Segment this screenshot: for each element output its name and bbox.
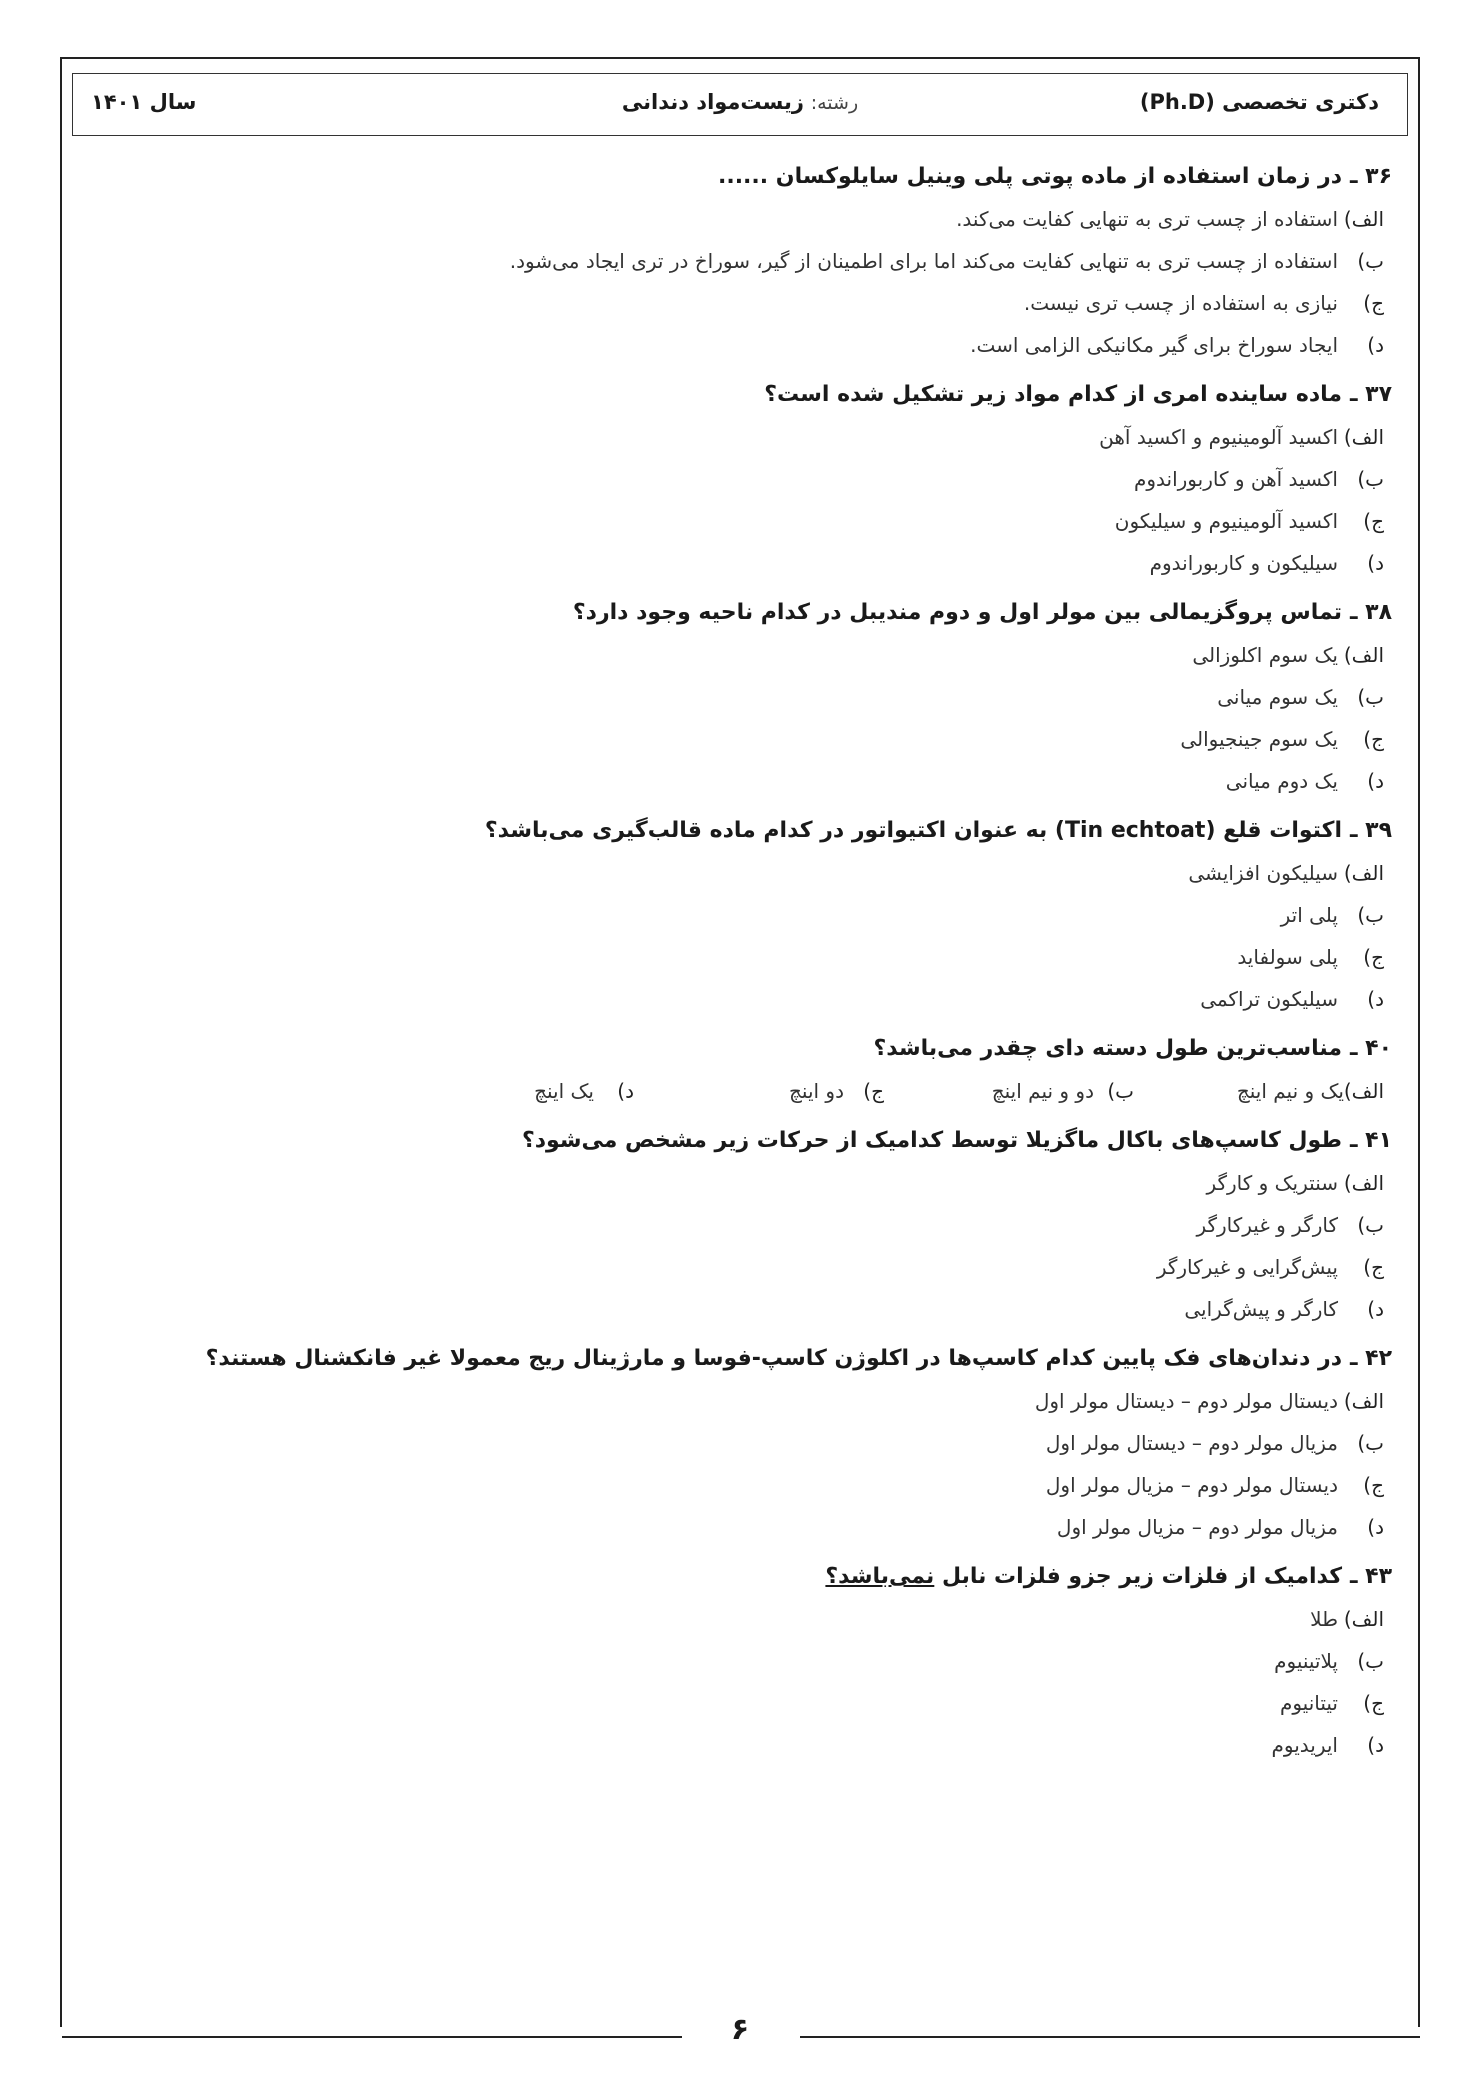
question-text: ۴۲ ـدر دندان‌های فک پایین کدام کاسپ‌ها در اکلوژن کاسپ-فوسا و مارژینال ریج معمولا غیر فانکشنال هستند؟	[205, 1346, 1392, 1371]
option: د)سیلیکون تراکمی	[1200, 987, 1384, 1011]
field-label: رشته:	[810, 92, 859, 114]
option: الف)استفاده از چسب تری به تنهایی کفایت می‌کند.	[956, 207, 1384, 231]
option: ب)استفاده از چسب تری به تنهایی کفایت می‌کند اما برای اطمینان از گیر، سوراخ در تری ایجاد می‌شود.	[509, 249, 1384, 273]
option: ب)یک سوم میانی	[1217, 685, 1384, 709]
page-number: ۶	[730, 2012, 750, 2047]
questions-list	[130, 160, 1392, 1778]
option: ج)یک سوم جینجیوالی	[1180, 727, 1384, 751]
option: ج)تیتانیوم	[1279, 1691, 1384, 1715]
option: الف)طلا	[1310, 1607, 1384, 1631]
option: ب)کارگر و غیرکارگر	[1196, 1213, 1384, 1237]
question-38	[130, 596, 1392, 802]
option: ب)دو و نیم اینچ	[991, 1079, 1134, 1103]
option: د)ایجاد سوراخ برای گیر مکانیکی الزامی است.	[970, 333, 1384, 357]
question-37	[130, 378, 1392, 584]
option: الف)سیلیکون افزایشی	[1188, 861, 1384, 885]
option: الف)اکسید آلومینیوم و اکسید آهن	[1099, 425, 1384, 449]
question-41	[130, 1124, 1392, 1330]
question-text: ۴۱ ـطول کاسپ‌های باکال ماگزیلا توسط کدامیک از حرکات زیر مشخص می‌شود؟	[521, 1128, 1392, 1153]
question-text: ۳۸ ـتماس پروگزیمالی بین مولر اول و دوم مندیبل در کدام ناحیه وجود دارد؟	[572, 600, 1392, 625]
option: ج)دو اینچ	[789, 1079, 884, 1103]
option: الف)یک سوم اکلوزالی	[1192, 643, 1384, 667]
question-39	[130, 814, 1392, 1020]
option: ج)پلی سولفاید	[1237, 945, 1384, 969]
option: ج)دیستال مولر دوم – مزیال مولر اول	[1045, 1473, 1384, 1497]
option: الف)دیستال مولر دوم – دیستال مولر اول	[1034, 1389, 1384, 1413]
option: ج)اکسید آلومینیوم و سیلیکون	[1114, 509, 1384, 533]
page-header	[72, 73, 1408, 136]
option: ب)پلی اتر	[1280, 903, 1384, 927]
question-36	[130, 160, 1392, 366]
exam-title: دکتری تخصصی (Ph.D)	[1139, 90, 1379, 114]
question-text: ۴۳ ـکدامیک از فلزات زیر جزو فلزات نابل نمی‌باشد؟	[825, 1564, 1392, 1589]
underlined-word: نمی‌باشد؟	[825, 1564, 935, 1589]
question-42	[130, 1342, 1392, 1548]
field-value: زیست‌مواد دندانی	[621, 90, 805, 114]
exam-year: سال ۱۴۰۱	[91, 90, 197, 114]
option: الف)یک و نیم اینچ	[1236, 1079, 1384, 1103]
field-name	[73, 90, 1407, 114]
question-text: ۳۷ ـماده ساینده امری از کدام مواد زیر تشکیل شده است؟	[764, 382, 1392, 407]
option: د)یک دوم میانی	[1225, 769, 1384, 793]
option: د)مزیال مولر دوم – مزیال مولر اول	[1056, 1515, 1384, 1539]
footer-rule-right	[800, 2036, 1420, 2038]
question-text: ۳۹ ـاکتوات قلع (Tin echtoat) به عنوان اکتیواتور در کدام ماده قالب‌گیری می‌باشد؟	[484, 818, 1392, 843]
option: ج)نیازی به استفاده از چسب تری نیست.	[1023, 291, 1384, 315]
option: د)کارگر و پیش‌گرایی	[1184, 1297, 1384, 1321]
option: د)سیلیکون و کاربوراندوم	[1149, 551, 1384, 575]
option: ب)پلاتینیوم	[1274, 1649, 1384, 1673]
question-text: ۴۰ ـمناسب‌ترین طول دسته دای چقدر می‌باشد؟	[873, 1036, 1392, 1061]
options-row	[130, 1070, 1392, 1112]
question-40	[130, 1032, 1392, 1112]
option: ب)اکسید آهن و کاربوراندوم	[1133, 467, 1384, 491]
question-text: ۳۶ ـدر زمان استفاده از ماده پوتی پلی وینیل سایلوکسان ......	[717, 164, 1392, 189]
option: الف)سنتریک و کارگر	[1206, 1171, 1384, 1195]
option: د)یک اینچ	[534, 1079, 634, 1103]
option: ج)پیش‌گرایی و غیرکارگر	[1156, 1255, 1384, 1279]
option: د)ایریدیوم	[1271, 1733, 1384, 1757]
question-43	[130, 1560, 1392, 1766]
option: ب)مزیال مولر دوم – دیستال مولر اول	[1045, 1431, 1384, 1455]
page-footer	[60, 2012, 1420, 2052]
